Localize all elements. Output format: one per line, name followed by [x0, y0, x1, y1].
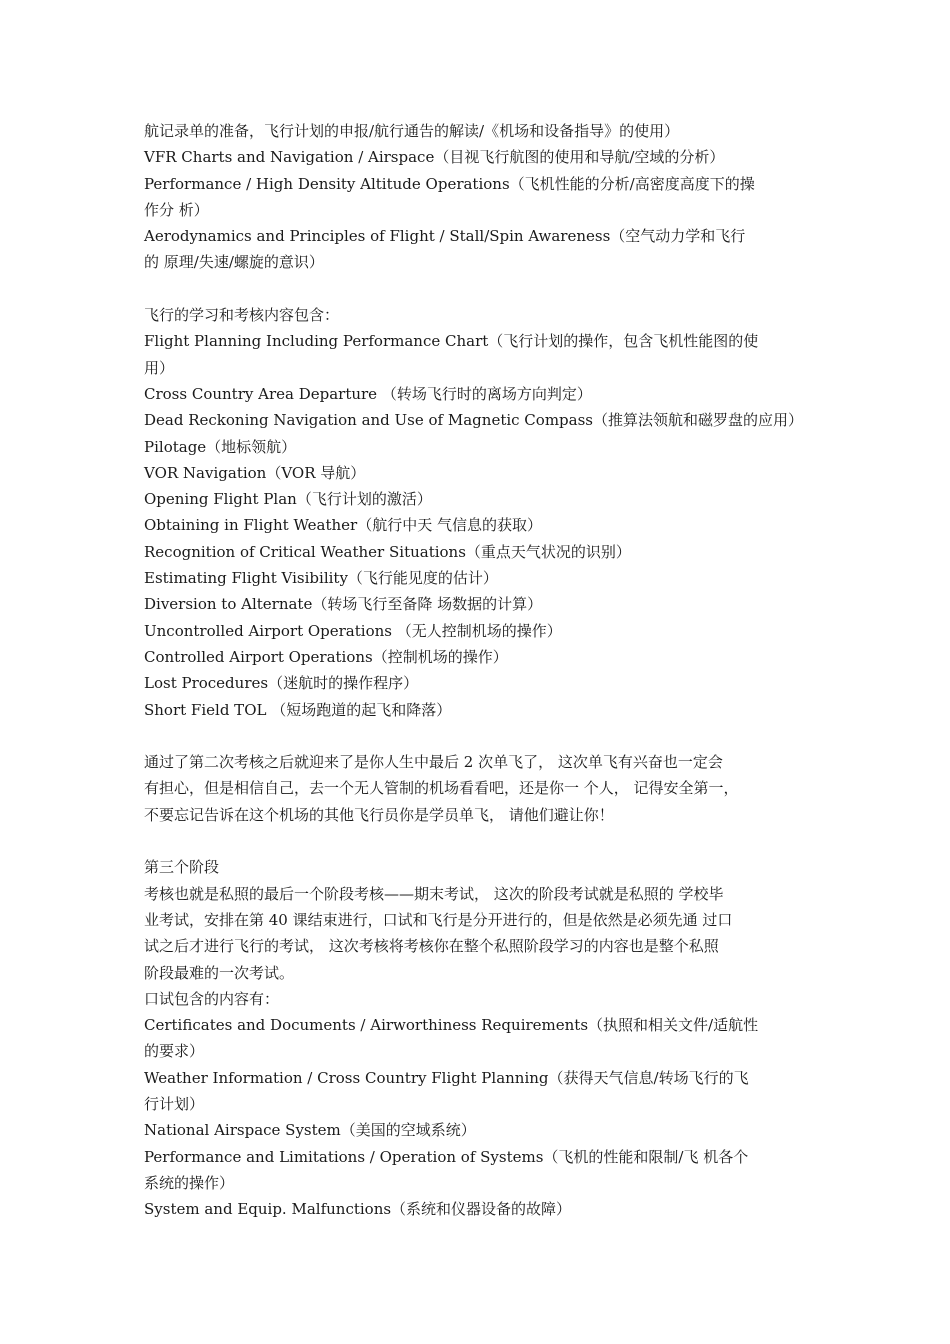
text-line: 用）: [144, 358, 175, 377]
text-line: 考核也就是私照的最后一个阶段考核——期末考试， 这次的阶段考试就是私照的 学校毕: [144, 884, 724, 903]
text-line: Cross Country Area Departure （转场飞行时的离场方向判定）: [144, 384, 592, 403]
text-line: Weather Information / Cross Country Flight Planning（获得天气信息/转场飞行的飞: [144, 1068, 749, 1087]
text-line: System and Equip. Malfunctions（系统和仪器设备的故障）: [144, 1200, 572, 1219]
text-line: 通过了第二次考核之后就迎来了是你人生中最后 2 次单飞了， 这次单飞有兴奋也一定会: [144, 753, 723, 772]
text-line: 作分 析）: [144, 200, 209, 219]
text-line: 第三个阶段: [144, 858, 220, 877]
paragraph-gap: [144, 723, 812, 749]
text-line: National Airspace System（美国的空域系统）: [144, 1121, 476, 1140]
text-line: 不要忘记告诉在这个机场的其他飞行员你是学员单飞， 请他们避让你！: [144, 805, 614, 824]
text-line: VOR Navigation（VOR 导航）: [144, 463, 366, 482]
text-line: 有担心，但是相信自己，去一个无人管制的机场看看吧，还是你一 个人， 记得安全第一，: [144, 779, 739, 798]
paragraph-gap: [144, 828, 812, 854]
text-line: Certificates and Documents / Airworthiness Requirements（执照和相关文件/适航性: [144, 1016, 759, 1035]
text-line: 的要求）: [144, 1042, 205, 1061]
text-line: Aerodynamics and Principles of Flight / Stall/Spin Awareness（空气动力学和飞行: [144, 227, 746, 246]
text-line: Pilotage（地标领航）: [144, 437, 297, 456]
text-line: 航记录单的准备，飞行计划的申报/航行通告的解读/《机场和设备指导》的使用）: [144, 122, 680, 140]
text-line: Flight Planning Including Performance Chart（飞行计划的操作，包含飞机性能图的使: [144, 332, 759, 351]
text-line: 飞行的学习和考核内容包含：: [144, 306, 340, 325]
text-block: [144, 302, 812, 723]
text-line: Dead Reckoning Navigation and Use of Magnetic Compass（推算法领航和磁罗盘的应用）: [144, 411, 803, 430]
text-line: 口试包含的内容有：: [144, 989, 280, 1008]
text-block: [144, 118, 812, 276]
text-line: Controlled Airport Operations（控制机场的操作）: [144, 647, 508, 666]
text-line: 的 原理/失速/螺旋的意识）: [144, 253, 324, 272]
text-line: VFR Charts and Navigation / Airspace（目视飞行航图的使用和导航/空域的分析）: [144, 148, 725, 167]
text-line: Diversion to Alternate（转场飞行至备降 场数据的计算）: [144, 595, 543, 614]
paragraph-gap: [144, 276, 812, 302]
text-line: 试之后才进行飞行的考试， 这次考核将考核你在整个私照阶段学习的内容也是整个私照: [144, 937, 719, 956]
text-line: Recognition of Critical Weather Situations（重点天气状况的识别）: [144, 542, 631, 561]
text-line: Opening Flight Plan（飞行计划的激活）: [144, 490, 432, 509]
text-line: Obtaining in Flight Weather（航行中天 气信息的获取）: [144, 516, 542, 535]
text-line: 阶段最难的一次考试。: [144, 963, 295, 982]
text-line: Estimating Flight Visibility（飞行能见度的估计）: [144, 569, 498, 588]
text-line: Short Field TOL （短场跑道的起飞和降落）: [144, 700, 452, 719]
text-line: Lost Procedures（迷航时的操作程序）: [144, 674, 419, 693]
text-line: 系统的操作）: [144, 1173, 235, 1192]
text-line: 行计划）: [144, 1094, 205, 1113]
text-line: Performance / High Density Altitude Operations（飞机性能的分析/高密度高度下的操: [144, 174, 755, 193]
text-line: Uncontrolled Airport Operations （无人控制机场的操作）: [144, 621, 562, 640]
text-line: Performance and Limitations / Operation of Systems（飞机的性能和限制/飞 机各个: [144, 1147, 749, 1166]
document-page: [144, 118, 812, 1222]
text-block: [144, 749, 812, 828]
text-line: 业考试，安排在第 40 课结束进行，口试和飞行是分开进行的，但是依然是必须先通 过口: [144, 910, 733, 929]
text-block: [144, 854, 812, 1222]
